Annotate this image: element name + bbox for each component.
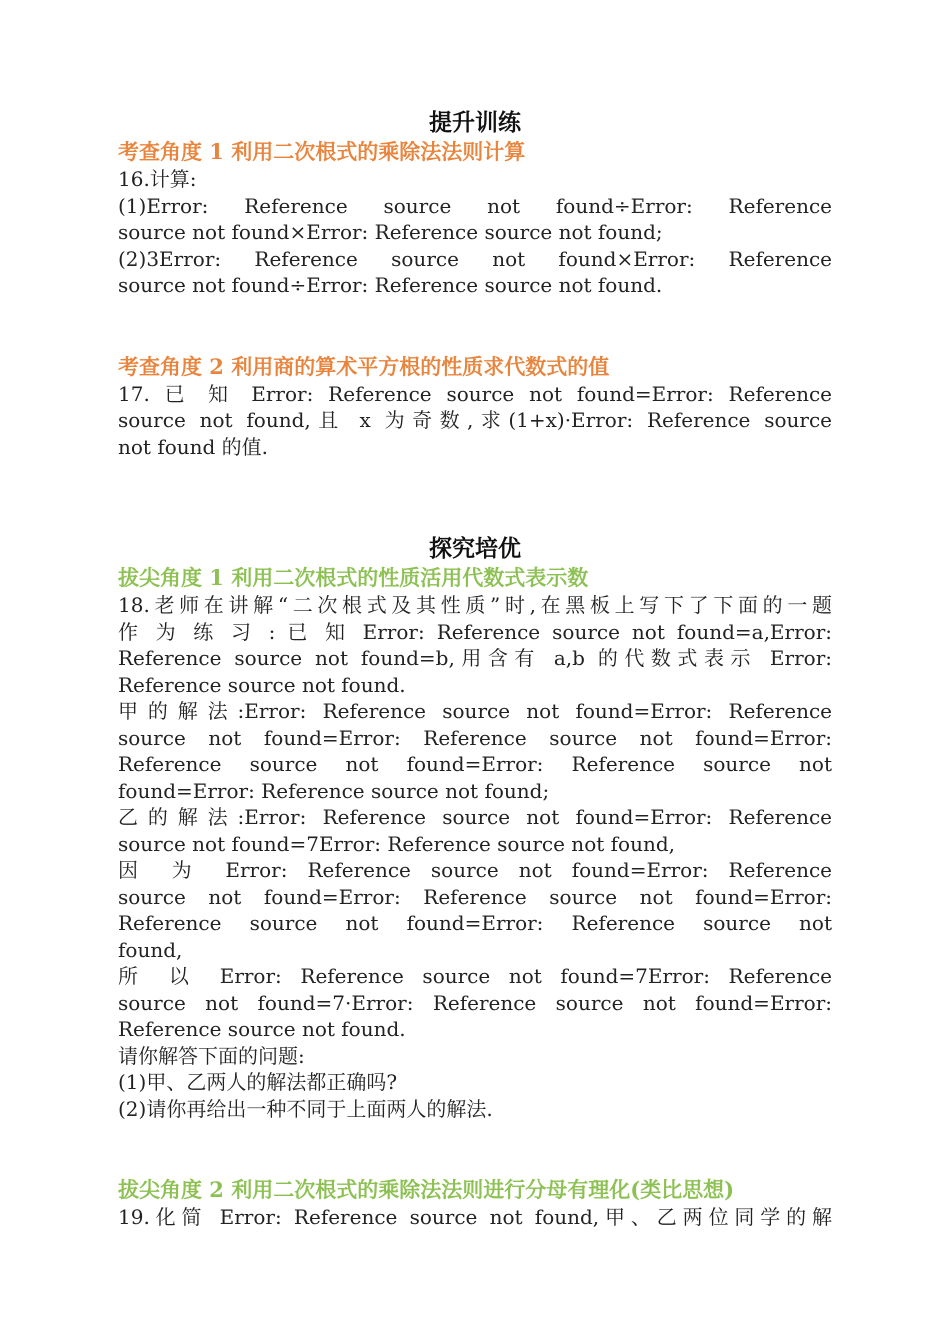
problem-18 (118, 592, 832, 1122)
problem-18-line: Reference source not found. (118, 672, 406, 697)
problem-18-line: source not found=Error: Reference source not found=Error: (118, 884, 832, 909)
problem-17-line: not found 的值. (118, 434, 269, 459)
section-title-advanced: 探究培优 (429, 535, 521, 562)
problem-18-line: found, (118, 937, 183, 962)
section-title-improvement: 提升训练 (429, 109, 521, 136)
problem-17 (118, 381, 832, 461)
document-page (118, 108, 832, 1231)
problem-16-line: 16.计算: (118, 167, 197, 191)
problem-19-line: 19.化简 Error: Reference source not found,甲、乙两位同学的解 (118, 1205, 832, 1229)
problem-18-line: (2)请你再给出一种不同于上面两人的解法. (118, 1096, 493, 1121)
problem-16-line: source not found×Error: Reference source not found; (118, 220, 663, 244)
problem-18-line: (1)甲、乙两人的解法都正确吗? (118, 1070, 398, 1094)
problem-18-line: source not found=7·Error: Reference source not found=Error: (118, 990, 832, 1015)
problem-16-line: (1)Error: Reference source not found÷Error: Reference (118, 193, 832, 218)
angle-2-heading: 考查角度 2 利用商的算术平方根的性质求代数式的值 (118, 353, 610, 379)
problem-18-line: 乙的解法:Error: Reference source not found=Error: Reference (118, 805, 832, 829)
problem-17-line: source not found,且 x 为奇数,求(1+x)·Error: Reference source (118, 408, 832, 432)
problem-19 (118, 1204, 832, 1231)
problem-18-line: Reference source not found=b,用含有 a,b 的代数式表示 Error: (118, 646, 832, 670)
problem-18-line: Reference source not found=Error: Reference source not (118, 752, 832, 776)
problem-16-line: (2)3Error: Reference source not found×Error: Reference (118, 246, 832, 271)
problem-18-line: Reference source not found. (118, 1017, 406, 1041)
angle-1-heading: 考查角度 1 利用二次根式的乘除法法则计算 (118, 139, 526, 164)
angle-4-heading: 拔尖角度 2 利用二次根式的乘除法法则进行分母有理化(类比思想) (118, 1177, 735, 1202)
problem-18-line: 请你解答下面的问题: (118, 1043, 305, 1068)
problem-18-line: 18.老师在讲解“二次根式及其性质”时,在黑板上写下了下面的一题 (118, 593, 832, 617)
problem-18-line: 甲的解法:Error: Reference source not found=Error: Reference (118, 699, 832, 723)
problem-18-line: 因 为 Error: Reference source not found=Error: Reference (118, 858, 832, 882)
problem-16 (118, 166, 832, 299)
problem-18-line: Reference source not found=Error: Reference source not (118, 911, 832, 935)
problem-17-line: 17. 已 知 Error: Reference source not found=Error: Reference (118, 381, 832, 406)
problem-18-line: source not found=7Error: Reference source not found, (118, 831, 675, 856)
problem-18-line: source not found=Error: Reference source not found=Error: (118, 725, 832, 750)
problem-18-line: 所 以 Error: Reference source not found=7Error: Reference (118, 964, 832, 988)
problem-18-line: 作 为 练 习 : 已 知 Error: Reference source not found=a,Error: (118, 619, 832, 644)
problem-18-line: found=Error: Reference source not found; (118, 778, 550, 803)
problem-16-line: source not found÷Error: Reference source not found. (118, 273, 663, 297)
angle-3-heading: 拔尖角度 1 利用二次根式的性质活用代数式表示数 (118, 565, 589, 590)
